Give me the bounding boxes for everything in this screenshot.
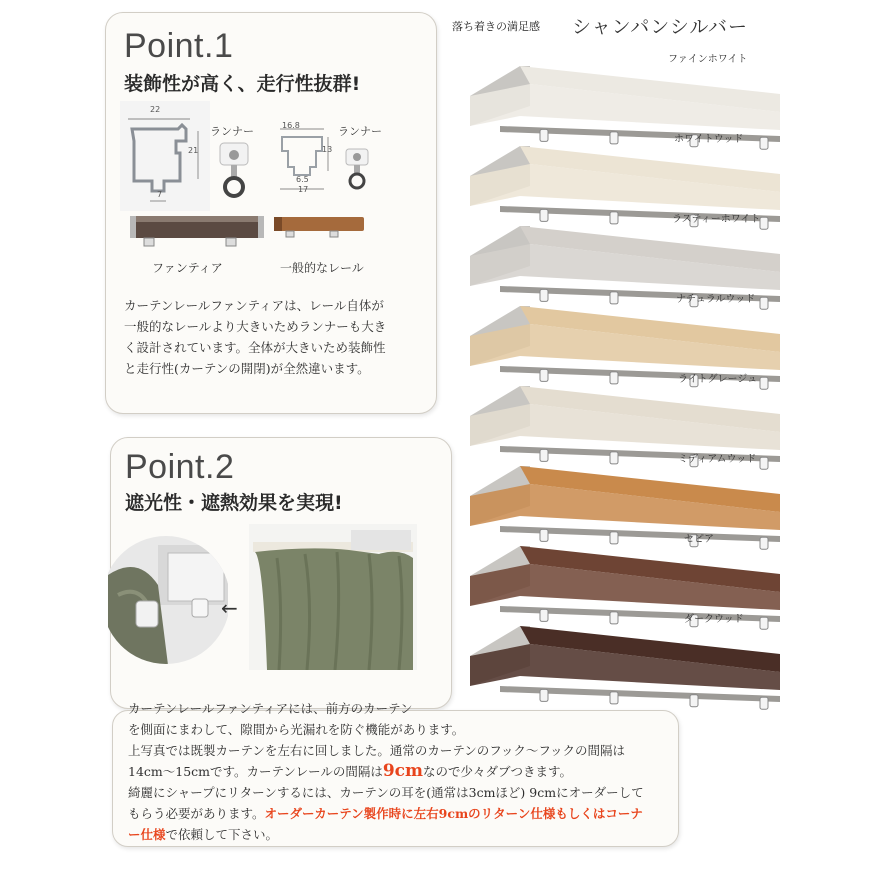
point2-body-line: 綺麗にシャープにリターンするには、カーテンの耳を(通常は3cmほど) 9cmにオーダーして bbox=[128, 785, 644, 800]
rail-runner bbox=[760, 377, 768, 389]
rail-runner bbox=[610, 372, 618, 384]
point2-title: Point.2 bbox=[125, 448, 235, 486]
point2-body-segment: で依頼して下さい。 bbox=[165, 827, 279, 842]
point2-body-line: カーテンレールファンティアには、前方のカーテン bbox=[128, 701, 413, 716]
point2-body bbox=[128, 698, 673, 845]
point1-panel bbox=[105, 12, 437, 414]
point1-body-line: く設計されています。全体が大きいため装飾性 bbox=[124, 340, 386, 355]
color-lineup-header bbox=[452, 12, 852, 42]
rail-runner bbox=[610, 132, 618, 144]
point2-body-segment: なので少々ダブつきます。 bbox=[423, 764, 573, 779]
rail-runner bbox=[760, 217, 768, 229]
rail-color-label: ナチュラルウッド bbox=[676, 294, 756, 305]
caption-general: 一般的なレール bbox=[280, 261, 364, 275]
rail-runner bbox=[760, 137, 768, 149]
rail-runner bbox=[610, 212, 618, 224]
rail-runner bbox=[540, 689, 548, 701]
point1-body bbox=[124, 295, 386, 379]
point2-body-line: を側面にまわして、隙間から光漏れを防ぐ機能があります。 bbox=[128, 722, 465, 737]
point2-subtitle: 遮光性・遮熱効果を実現! bbox=[125, 492, 343, 514]
rail-spacing-highlight: 9cm bbox=[382, 761, 424, 781]
rail-runner bbox=[760, 617, 768, 629]
point1-body-line: 一般的なレールより大きいためランナーも大き bbox=[124, 319, 387, 334]
pointer-arrow: ← bbox=[221, 596, 238, 620]
rail-profile-diagram-fantia bbox=[120, 101, 210, 211]
rail-color-label: ホワイトウッド bbox=[674, 134, 744, 145]
point2-body-segment: 14cm～15cmです。カーテンレールの間隔は bbox=[128, 764, 383, 779]
curtain-return-closeup-photo bbox=[108, 535, 228, 665]
point1-title: Point.1 bbox=[124, 27, 234, 65]
point1-subtitle: 装飾性が高く、走行性抜群! bbox=[124, 73, 361, 95]
rail-runner bbox=[760, 457, 768, 469]
rail-runner bbox=[540, 369, 548, 381]
point1-body-line: と走行性(カーテンの開閉)が全然違います。 bbox=[124, 361, 370, 376]
rail-runner bbox=[540, 529, 548, 541]
rail-runner bbox=[540, 289, 548, 301]
rail-runner bbox=[540, 129, 548, 141]
runner-label-general: ランナー bbox=[338, 125, 382, 138]
general-rail-icon bbox=[272, 211, 368, 251]
rail-runner bbox=[760, 297, 768, 309]
point1-body-line: カーテンレールファンティアは、レール自体が bbox=[124, 298, 384, 313]
caption-fantia: ファンティア bbox=[152, 261, 223, 275]
rail-runner bbox=[760, 697, 768, 709]
dim-bottom-general: 17 bbox=[298, 185, 309, 194]
fantia-rail-icon bbox=[128, 208, 268, 258]
header-title: シャンパンシルバー bbox=[572, 16, 749, 38]
rail-runner bbox=[540, 609, 548, 621]
order-note-highlight: オーダーカーテン製作時に左右9cmのリターン仕様もしくはコーナ bbox=[264, 806, 643, 821]
rail-color-label: ファインホワイト bbox=[668, 54, 748, 65]
point2-body-line: 上写真では既製カーテンを左右に回しました。通常のカーテンのフック～フックの間隔は bbox=[128, 743, 626, 758]
curtain-photo bbox=[249, 524, 417, 670]
rail-runner bbox=[610, 452, 618, 464]
point2-body-line bbox=[128, 761, 673, 782]
rail-runner bbox=[540, 449, 548, 461]
rail-runner bbox=[760, 537, 768, 549]
rail-color-label: ラスティーホワイト bbox=[672, 214, 761, 225]
runner-general-icon bbox=[342, 147, 372, 191]
rail-color-label: ミディアムウッド bbox=[678, 454, 757, 465]
rail-runner bbox=[610, 532, 618, 544]
header-subtitle: 落ち着きの満足感 bbox=[452, 20, 540, 33]
rail-sample bbox=[470, 626, 780, 709]
point2-body-line bbox=[128, 803, 673, 824]
runner-label-fantia: ランナー bbox=[210, 125, 254, 138]
dim-width-fantia: 22 bbox=[150, 105, 161, 114]
point2-body-segment: もらう必要があります。 bbox=[128, 806, 265, 821]
order-note-highlight: ー仕様 bbox=[128, 827, 166, 842]
rail-color-label: セピア bbox=[684, 534, 714, 545]
dim-inner-general: 6.5 bbox=[296, 175, 309, 184]
dim-bottom-fantia: 7 bbox=[157, 190, 163, 199]
rail-color-label: ダークウッド bbox=[684, 614, 744, 625]
rail-color-label: ライトグレージュ bbox=[678, 374, 758, 385]
point2-body-line bbox=[128, 824, 673, 845]
rail-runner bbox=[690, 695, 698, 707]
dim-height-general: 13 bbox=[322, 145, 333, 154]
runner-fantia-icon bbox=[216, 141, 252, 199]
dim-width-general: 16.8 bbox=[282, 121, 300, 130]
rail-runner bbox=[610, 292, 618, 304]
dim-height-fantia: 21 bbox=[188, 146, 199, 155]
rail-sample bbox=[470, 466, 780, 549]
rail-runner bbox=[540, 209, 548, 221]
rail-runner bbox=[610, 612, 618, 624]
rail-runner bbox=[610, 692, 618, 704]
